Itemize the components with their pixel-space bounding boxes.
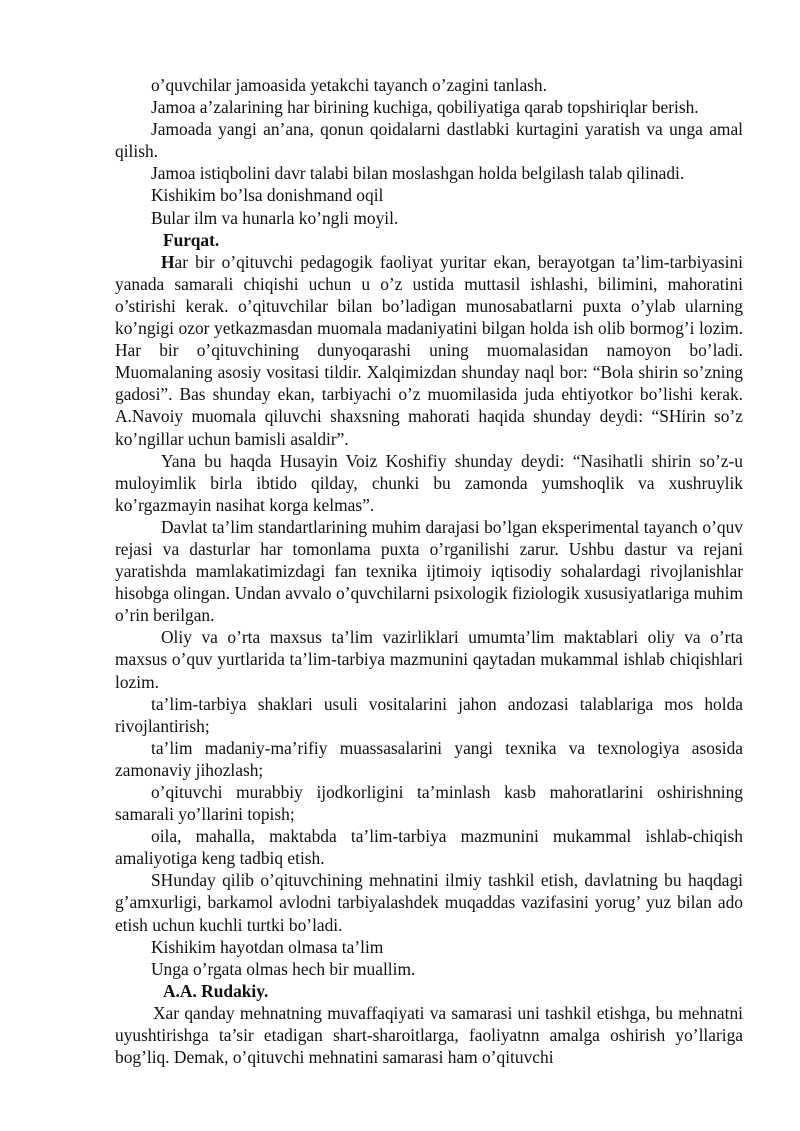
verse-line: Kishikim bo’lsa donishmand oqil: [151, 185, 384, 206]
verse-line: Unga o’rgata olmas hech bir muallim.: [151, 958, 416, 979]
paragraph: Jamoa a’zalarining har birining kuchiga, qobiliyatiga qarab topshiriqlar berish.: [151, 97, 699, 118]
paragraph: Yana bu haqda Husayin Voiz Koshifiy shunday deydi: “Nasihatli shirin so’z-u muloyimlik birla ibtido qilday, chunki bu zamonda yumshoqlik va xushruylik ko’rgazmayin nasihat korga kelmas”.: [115, 450, 743, 515]
paragraph: Jamoada yangi an’ana, qonun qoidalarni dastlabki kurtagini yaratish va unga amal qilish.: [115, 119, 743, 162]
verse-author: Furqat.: [163, 229, 220, 250]
paragraph: o’quvchilar jamoasida yetakchi tayanch o’zagini tanlash.: [151, 75, 547, 95]
list-item: ta’lim-tarbiya shaklari usuli vositalarini jahon andozasi talablariga mos holda rivojlantirish;: [115, 693, 743, 736]
verse-line: Bular ilm va hunarla ko’ngli moyil.: [151, 207, 399, 228]
verse-line: Kishikim hayotdan olmasa ta’lim: [151, 936, 384, 957]
paragraph: Jamoa istiqbolini davr talabi bilan moslashgan holda belgilash talab qilinadi.: [151, 163, 685, 184]
paragraph: [115, 251, 743, 450]
list-item: oila, mahalla, maktabda ta’lim-tarbiya mazmunini mukammal ishlab-chiqish amaliyotiga keng tadbiq etish.: [115, 826, 743, 869]
paragraph-body: ar bir o’qituvchi pedagogik faoliyat yuritar ekan, berayotgan ta’lim-tarbiyasini yanada samarali chiqishi uchun u o’z ustida muttasil ishlashi, bilimini, mahoratini o’stirishi kerak. o’qituvchilar bilan bo’ladigan munosabatlarni puxta o’ylab ularning ko’ngigi ozor yetkazmasdan muomala madaniyatini bilgan holda ish olib bormog’i lozim. Har bir o’qituvchining dunyoqarashi uning muomalasidan namoyon bo’ladi. Muomalaning asosiy vositasi tildir. Xalqimizdan shunday naql bor: “Bola shirin so’zning gadosi”. Bas shunday ekan, tarbiyachi o’z muomilasida juda ehtiyotkor bo’lishi kerak. A.Navoiy muomala qiluvchi shaxsning mahorati haqida shunday deydi: “SHirin so’z ko’ngillar uchun bamisli asaldir”.: [115, 251, 743, 449]
paragraph: Oliy va o’rta maxsus ta’lim vazirliklari umumta’lim maktablari oliy va o’rta maxsus o’quv yurtlarida ta’lim-tarbiya mazmunini qaytadan mukammal ishlab chiqishlari lozim.: [115, 627, 743, 692]
verse-author: A.A. Rudakiy.: [163, 980, 269, 1001]
paragraph: Davlat ta’lim standartlarining muhim darajasi bo’lgan eksperimental tayanch o’quv rejasi va dasturlar har tomonlama puxta o’rganilishi zarur. Ushbu dastur va rejani yaratishda mamlakatimizdagi fan texnika ijtimoiy iqtisodiy sohalardagi rivojlanishlar hisobga olingan. Undan avvalo o’quvchilarni psixologik fiziologik xususiyatlariga muhim o’rin berilgan.: [115, 516, 743, 626]
paragraph: Xar qanday mehnatning muvaffaqiyati va samarasi uni tashkil etishga, bu mehnatni uyushtirishga ta’sir etadigan shart-sharoitlarga, faoliyatnn amalga oshirish yo’llariga bog’liq. Demak, o’qituvchi mehnatini samarasi ham o’qituvchi: [115, 1002, 743, 1068]
list-item: ta’lim madaniy-ma’rifiy muassasalarini yangi texnika va texnologiya asosida zamonaviy jihozlash;: [115, 737, 743, 780]
drop-cap: H: [161, 251, 175, 272]
paragraph: SHunday qilib o’qituvchining mehnatini ilmiy tashkil etish, davlatning bu haqdagi g’amxurligi, barkamol avlodni tarbiyalashdek muqaddas vazifasini yorug’ yuz bilan ado etish uchun kuchli turtki bo’ladi.: [115, 870, 743, 935]
list-item: o’qituvchi murabbiy ijodkorligini ta’minlash kasb mahoratlarini oshirishning samarali yo’llarini topish;: [115, 782, 743, 825]
